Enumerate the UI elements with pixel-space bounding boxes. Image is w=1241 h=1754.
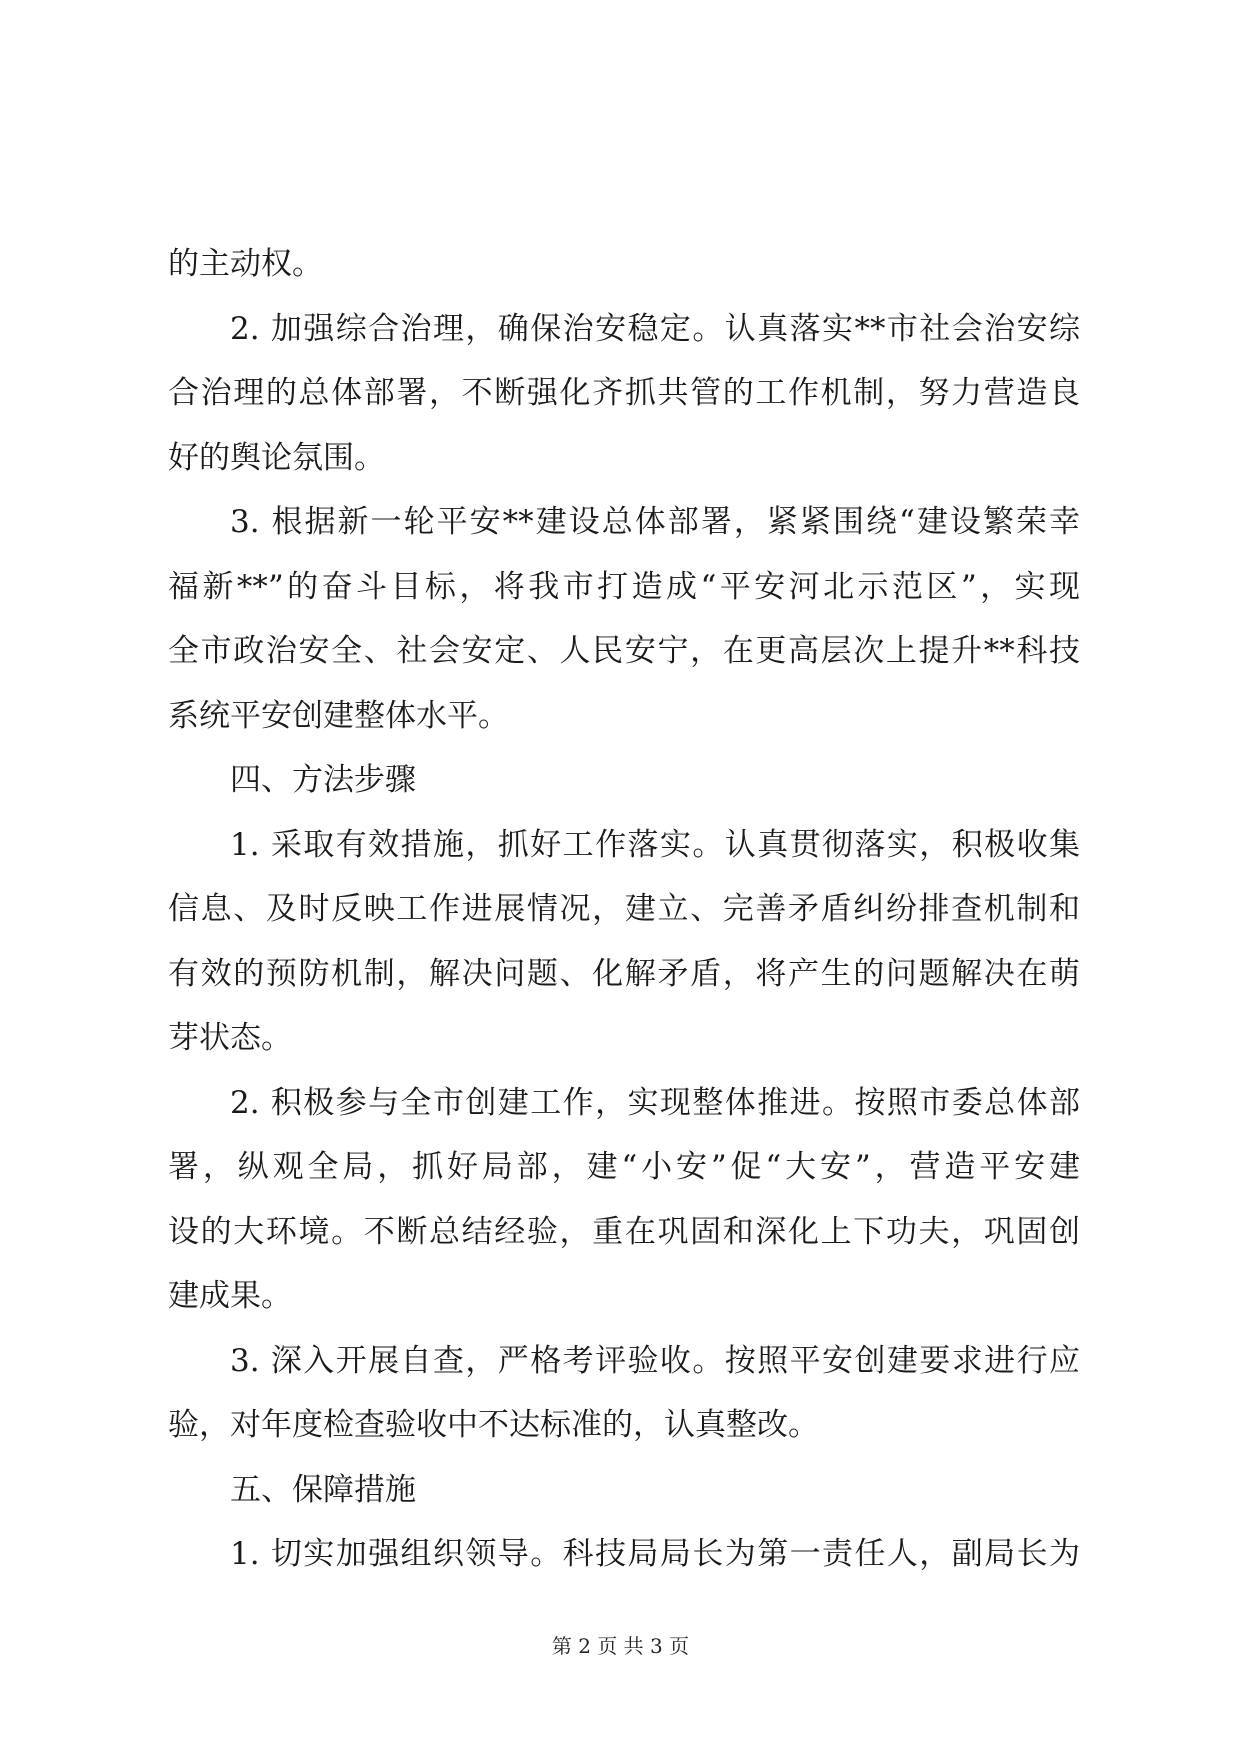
page-footer: 第 2 页 共 3 页 — [551, 1634, 690, 1658]
text-line: 芽状态。 — [168, 1020, 292, 1056]
text-line: 好的舆论氛围。 — [168, 439, 385, 476]
text-line: 3. 根据新一轮平安**建设总体部署，紧紧围绕“建设繁荣幸 — [230, 504, 1080, 540]
text-line: 1. 切实加强组织领导。科技局局长为第一责任人，副局长为 — [230, 1536, 1080, 1572]
text-line: 验，对年度检查验收中不达标准的，认真整改。 — [168, 1407, 819, 1443]
text-line: 有效的预防机制，解决问题、化解矛盾，将产生的问题解决在萌 — [168, 955, 1080, 992]
text-line: 四、方法步骤 — [230, 762, 416, 798]
document-body — [168, 232, 1080, 1587]
text-line: 署，纵观全局，抓好局部，建“小安”促“大安”，营造平安建 — [168, 1149, 1080, 1185]
text-line: 的主动权。 — [168, 246, 323, 282]
text-line: 建成果。 — [168, 1278, 292, 1314]
text-line: 设的大环境。不断总结经验，重在巩固和深化上下功夫，巩固创 — [168, 1213, 1080, 1250]
text-line: 信息、及时反映工作进展情况，建立、完善矛盾纠纷排查机制和 — [168, 891, 1080, 927]
text-line: 系统平安创建整体水平。 — [168, 697, 509, 734]
text-line: 2. 积极参与全市创建工作，实现整体推进。按照市委总体部 — [230, 1084, 1080, 1121]
text-line: 2. 加强综合治理，确保治安稳定。认真落实**市社会治安综 — [230, 310, 1080, 347]
text-line: 全市政治安全、社会安定、人民安宁，在更高层次上提升**科技 — [168, 633, 1080, 669]
text-line: 1. 采取有效措施，抓好工作落实。认真贯彻落实，积极收集 — [230, 826, 1080, 863]
text-line: 3. 深入开展自查，严格考评验收。按照平安创建要求进行应 — [230, 1342, 1080, 1379]
text-line: 合治理的总体部署，不断强化齐抓共管的工作机制，努力营造良 — [168, 375, 1080, 411]
text-line: 五、保障措施 — [230, 1471, 416, 1508]
text-line: 福新**”的奋斗目标，将我市打造成“平安河北示范区”，实现 — [168, 568, 1080, 605]
